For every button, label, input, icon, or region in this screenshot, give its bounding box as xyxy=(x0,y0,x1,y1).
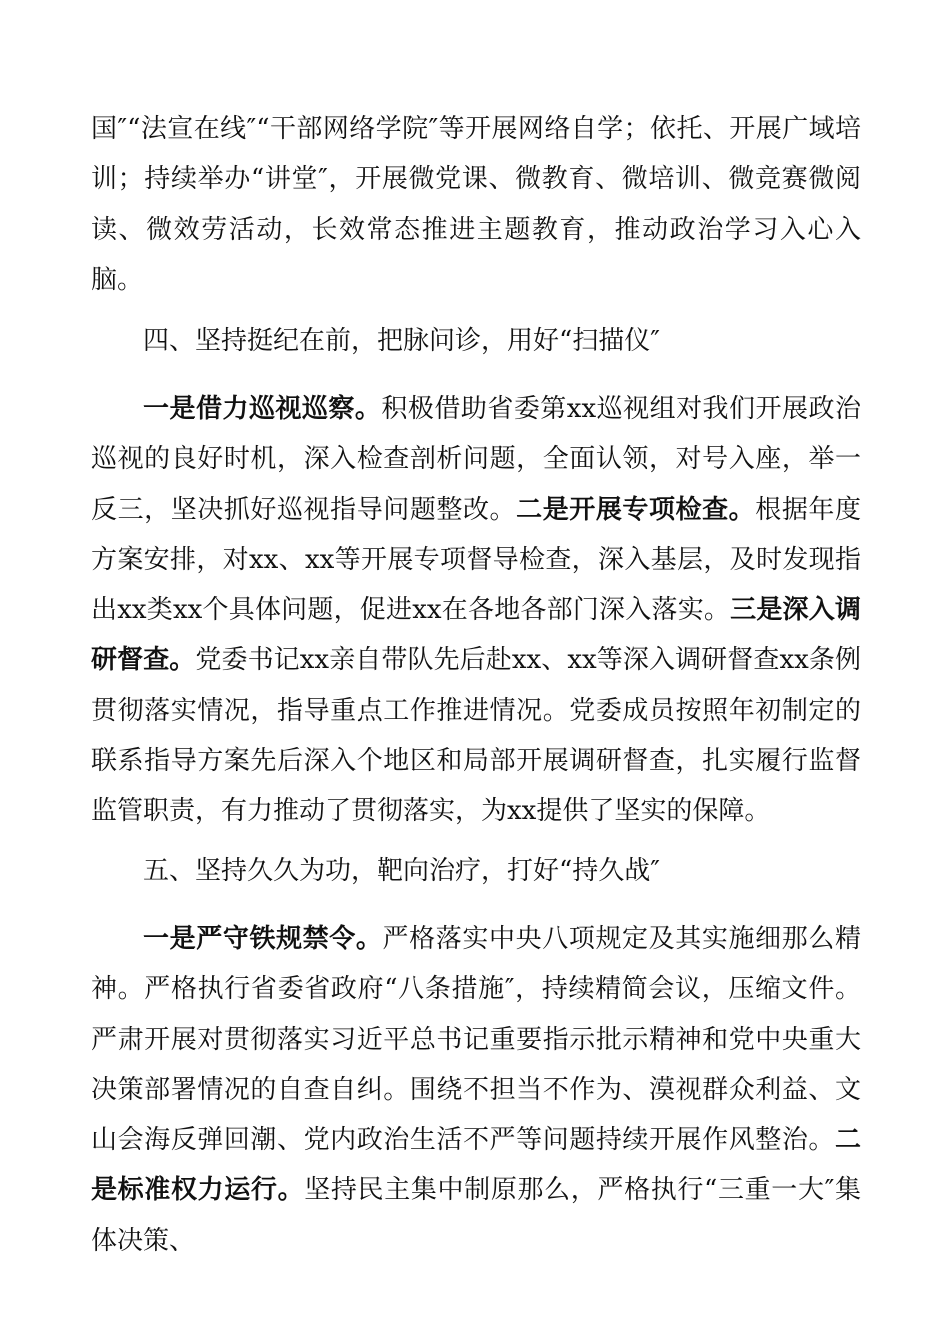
body-research-supervision: 党委书记xx亲自带队先后赴xx、xx等深入调研督查xx条例贯彻落实情况，指导重点工作推进情况。党委成员按照年初制定的联系指导方案先后深入个地区和局部开展调研督查，扎实履行监督监管职责，有力推动了贯彻落实，为xx提供了坚实的保障。 xyxy=(91,645,861,827)
body-special-check: 根据年度方案安排，对xx、xx等开展专项督导检查，深入基层，及时发现指出xx类xx个具体问题，促进xx在各地各部门深入落实。 xyxy=(91,494,861,626)
lead-research-supervision: 三是深入调研督查。 xyxy=(91,595,861,676)
lead-inspection-patrol: 一是借力巡视巡察。 xyxy=(143,394,382,424)
body-iron-rules: 严格落实中央八项规定及其实施细那么精神。严格执行省委省政府“八条措施″，持续精简会议，压缩文件。严肃开展对贯彻落实习近平总书记重要指示批示精神和党中央重大决策部署情况的自查自纠。围绕不担当不作为、漠视群众利益、文山会海反弹回潮、党内政治生活不严等问题持续开展作风整治。 xyxy=(91,924,861,1156)
body-power-operation: 坚持民主集中制原那么，严格执行“三重一大″集体决策、 xyxy=(91,1175,861,1256)
lead-power-operation: 二是标准权力运行。 xyxy=(91,1125,861,1206)
paragraph-discipline xyxy=(91,914,861,1266)
section-heading-5: 五、坚持久久为功，靶向治疗，打好“持久战″ xyxy=(143,856,661,886)
paragraph-continuation: 国″“法宣在线″“干部网络学院″等开展网络自学；依托、开展广域培训；持续举办“讲堂″，开展微党课、微教育、微培训、微竞赛微阅读、微效劳活动，长效常态推进主题教育，推动政治学习入心入脑。 xyxy=(91,114,861,295)
lead-special-check: 二是开展专项检查。 xyxy=(516,494,756,525)
body-inspection-patrol: 积极借助省委第xx巡视组对我们开展政治巡视的良好时机，深入检查剖析问题，全面认领，对号入座，举一反三，坚决抓好巡视指导问题整改。 xyxy=(91,394,861,525)
paragraph-inspection xyxy=(91,384,861,837)
lead-iron-rules: 一是严守铁规禁令。 xyxy=(143,924,383,954)
section-heading-4: 四、坚持挺纪在前，把脉问诊，用好“扫描仪″ xyxy=(143,326,661,356)
